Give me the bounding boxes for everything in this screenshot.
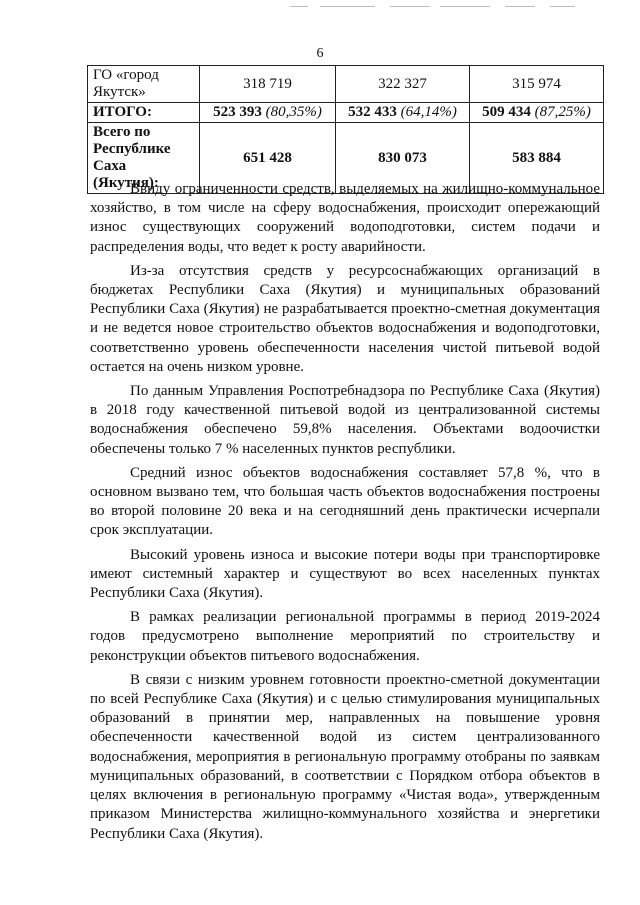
paragraph: В рамках реализации региональной программы в период 2019-2024 годов предусмотрено выполнение мероприятий по строительству и реконструкции объектов питьевого водоснабжения. [90, 609, 600, 664]
paragraph: Высокий уровень износа и высокие потери воды при транспортировке имеют системный характер и существуют во всех населенных пунктах Республики Саха (Якутия). [90, 546, 600, 602]
table-row [88, 103, 604, 123]
paragraph: Ввиду ограниченности средств, выделяемых на жилищно-коммунальное хозяйство, в том числе на сферу водоснабжения, происходит опережающий износ существующих сооружений водоподготовки, систем подачи и распределения воды, что ведет к росту аварийности. [90, 181, 600, 255]
paragraph: Средний износ объектов водоснабжения составляет 57,8 %, что в основном вызвано тем, что большая часть объектов водоснабжения построены во второй половине 20 века и на сегодняшний день практически исчерпали срок эксплуатации. [90, 464, 600, 539]
row-label: Всего по Республике Саха (Якутия): [88, 123, 200, 194]
paragraph: По данным Управления Роспотребнадзора по Республике Саха (Якутия) в 2018 году качественной питьевой водой из централизованной системы водоснабжения обеспечено 59,8% населения. Объектами водоочистки обеспечены только 7 % населенных пунктов республики. [90, 383, 600, 457]
value-text: 509 434 [482, 104, 531, 120]
row-value [336, 66, 470, 103]
row-value [200, 103, 336, 123]
scan-marks [290, 6, 590, 10]
water-supply-table [87, 65, 604, 194]
row-value [336, 103, 470, 123]
value-text: 322 327 [378, 75, 427, 92]
value-text: 318 719 [243, 75, 292, 92]
row-value [470, 66, 604, 103]
percent-text: (87,25%) [534, 104, 591, 120]
paragraph: В связи с низким уровнем готовности проектно-сметной документации по всей Республике Саха (Якутия) и с целью стимулирования муниципальных образований в принятии мер, направленных на повышение уровня обеспеченности качественной водой из систем централизованного водоснабжения, мероприятия в региональную программу отобраны по заявкам муниципальных образований, в соответствии с Порядком отбора объектов в целях включения в региональную программу «Чистая вода», утвержденным приказом Министерства жилищно-коммунального хозяйства и энергетики Республики Саха (Якутия). [90, 671, 600, 842]
value-text: 523 393 [213, 104, 262, 120]
row-label: ИТОГО: [88, 103, 200, 123]
document-body [90, 180, 600, 849]
row-value [200, 66, 336, 103]
table-row [88, 66, 604, 103]
paragraph: Из-за отсутствия средств у ресурсоснабжающих организаций в бюджетах Республики Саха (Якутия) и муниципальных образований Республики Саха (Якутия) не разрабатывается проектно-сметная документация и не ведется новое строительство объектов водоснабжения и водоподготовки, соответственно уровень обеспеченности населения чистой питьевой водой остается на очень низком уровне. [90, 262, 600, 375]
percent-text: (64,14%) [400, 104, 457, 120]
value-text: 583 884 [512, 149, 561, 166]
value-text: 532 433 [348, 104, 397, 120]
value-text: 651 428 [243, 149, 292, 166]
row-value [470, 103, 604, 123]
row-label: ГО «город Якутск» [88, 66, 200, 103]
percent-text: (80,35%) [265, 104, 322, 120]
page-number: 6 [316, 46, 324, 61]
value-text: 315 974 [512, 75, 561, 92]
value-text: 830 073 [378, 149, 427, 166]
